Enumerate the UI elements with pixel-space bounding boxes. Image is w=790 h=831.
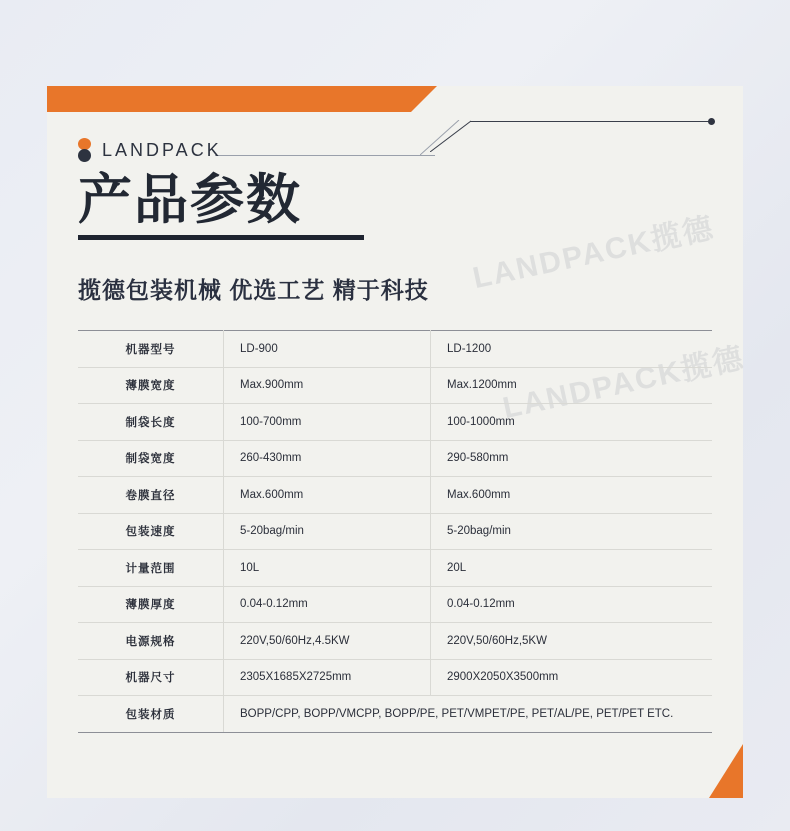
title-block [78,168,364,240]
brand [78,138,222,162]
connector-end-dot [708,118,715,125]
spec-label-cell: 薄膜厚度 [78,586,224,623]
spec-value-cell: 100-1000mm [431,404,713,441]
table-row [78,623,712,660]
spec-value-cell: 0.04-0.12mm [224,586,431,623]
spec-value-cell: Max.600mm [431,477,713,514]
spec-label-cell: 制袋宽度 [78,440,224,477]
spec-value-cell: 0.04-0.12mm [431,586,713,623]
table-row [78,513,712,550]
spec-value-cell: 5-20bag/min [224,513,431,550]
spec-value-cell: 220V,50/60Hz,5KW [431,623,713,660]
table-row [78,477,712,514]
spec-value-cell: BOPP/CPP, BOPP/VMCPP, BOPP/PE, PET/VMPET/PE, PET/AL/PE, PET/PET ETC. [224,696,713,733]
connector-horizontal-line [470,121,710,122]
spec-value-cell: LD-1200 [431,331,713,368]
spec-value-cell: 220V,50/60Hz,4.5KW [224,623,431,660]
spec-label-cell: 包装材质 [78,696,224,733]
table-row [78,659,712,696]
table-row [78,696,712,733]
table-row [78,367,712,404]
spec-value-cell: 2900X2050X3500mm [431,659,713,696]
spec-label-cell: 制袋长度 [78,404,224,441]
spec-value-cell: 2305X1685X2725mm [224,659,431,696]
header-diagonal-icon [420,120,460,156]
spec-label-cell: 卷膜直径 [78,477,224,514]
spec-value-cell: Max.600mm [224,477,431,514]
table-row [78,331,712,368]
spec-value-cell: 20L [431,550,713,587]
table-row [78,550,712,587]
spec-value-cell: LD-900 [224,331,431,368]
spec-value-cell: Max.1200mm [431,367,713,404]
spec-value-cell: 260-430mm [224,440,431,477]
title-underline [78,235,364,240]
spec-label-cell: 薄膜宽度 [78,367,224,404]
spec-label-cell: 电源规格 [78,623,224,660]
spec-label-cell: 包装速度 [78,513,224,550]
table-row [78,404,712,441]
table-row [78,586,712,623]
spec-value-cell: Max.900mm [224,367,431,404]
brand-name: LANDPACK [102,139,222,160]
landpack-logo-icon [78,138,91,162]
table-row [78,440,712,477]
orange-accent-bar [47,86,437,112]
spec-label-cell: 计量范围 [78,550,224,587]
header-underline-left [215,155,435,156]
spec-value-cell: 290-580mm [431,440,713,477]
spec-value-cell: 100-700mm [224,404,431,441]
spec-table-body [78,331,712,733]
spec-label-cell: 机器型号 [78,331,224,368]
watermark: LANDPACK揽德 [469,211,718,296]
specification-table [78,330,712,733]
page-subtitle: 揽德包装机械 优选工艺 精于科技 [78,277,429,303]
spec-value-cell: 5-20bag/min [431,513,713,550]
spec-value-cell: 10L [224,550,431,587]
watermark: LANDPACK揽德 [499,341,748,426]
spec-label-cell: 机器尺寸 [78,659,224,696]
header-connector-line [430,112,720,152]
page-title: 产品参数 [78,168,302,231]
